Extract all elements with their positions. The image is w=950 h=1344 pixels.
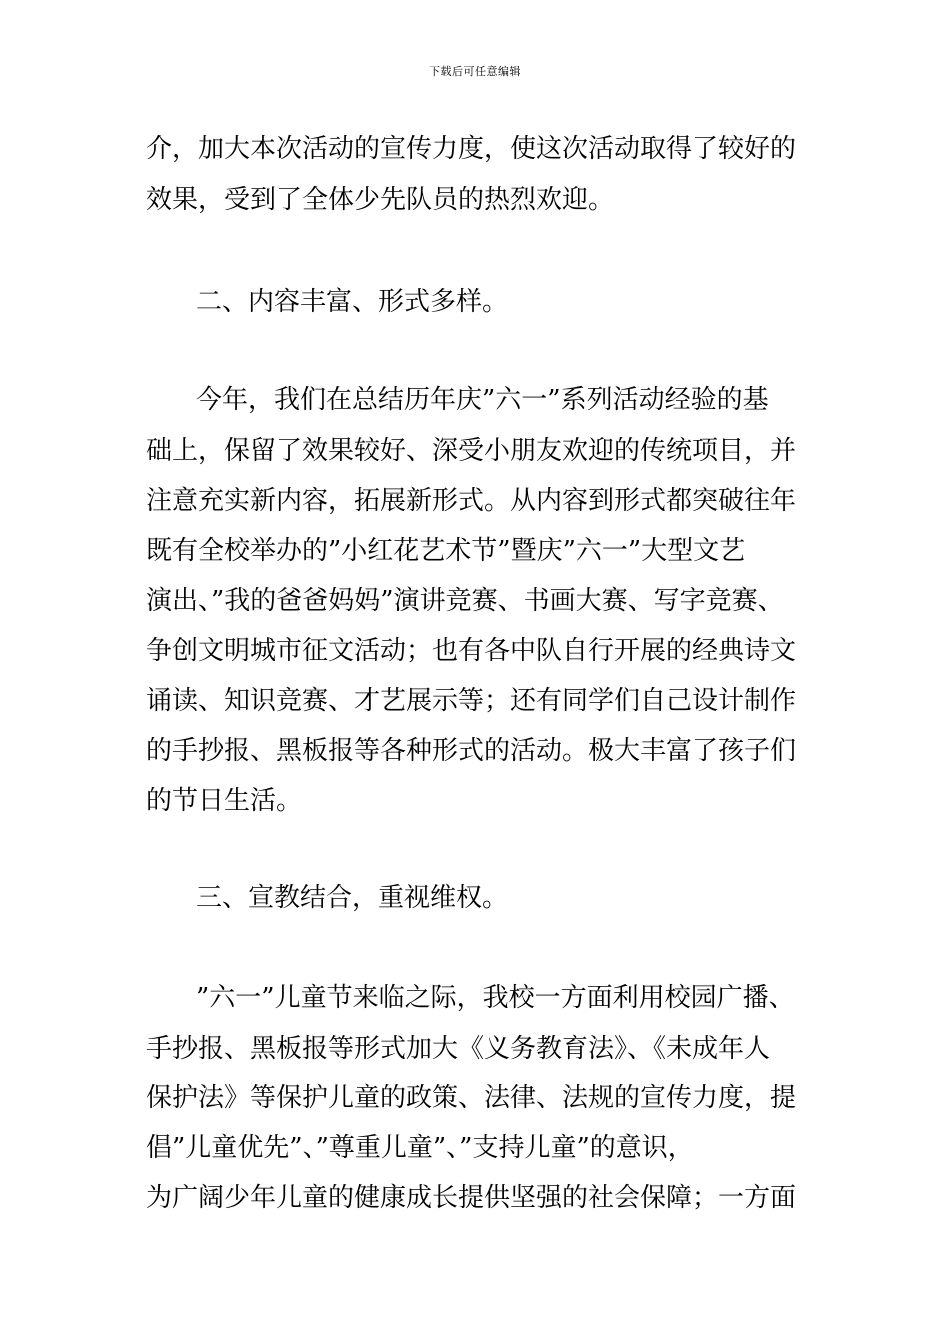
section-heading: 二、内容丰富、形式多样。 [196, 287, 509, 317]
section-heading: 三、宣教结合，重视维权。 [196, 883, 509, 913]
text-line: ”六一”儿童节来临之际，我校一方面利用校园广播、 [196, 983, 795, 1013]
text-line: 的节日生活。 [146, 786, 303, 816]
text-line: 既有全校举办的”小红花艺术节”暨庆”六一”大型文艺 [146, 536, 746, 566]
text-line: 诵读、知识竞赛、才艺展示等；还有同学们自己设计制作 [146, 686, 797, 716]
text-line: 今年，我们在总结历年庆”六一”系列活动经验的基 [196, 385, 769, 415]
text-line: 效果，受到了全体少先队员的热烈欢迎。 [146, 185, 615, 215]
text-line: 介，加大本次活动的宣传力度，使这次活动取得了较好的 [146, 134, 797, 164]
text-line: 演出、”我的爸爸妈妈”演讲竞赛、书画大赛、写字竞赛、 [146, 586, 784, 616]
text-line: 础上，保留了效果较好、深受小朋友欢迎的传统项目，并 [146, 436, 797, 466]
text-line: 为广阔少年儿童的健康成长提供坚强的社会保障；一方面 [146, 1183, 797, 1213]
text-line: 注意充实新内容，拓展新形式。从内容到形式都突破往年 [146, 486, 797, 516]
text-line: 争创文明城市征文活动；也有各中队自行开展的经典诗文 [146, 636, 797, 666]
text-line: 的手抄报、黑板报等各种形式的活动。极大丰富了孩子们 [146, 736, 797, 766]
text-line: 倡”儿童优先”、”尊重儿童”、”支持儿童”的意识， [146, 1133, 694, 1163]
text-line: 手抄报、黑板报等形式加大《义务教育法》、《未成年人 [146, 1034, 771, 1064]
page-header-note: 下载后可任意编辑 [429, 65, 521, 78]
text-line: 保护法》等保护儿童的政策、法律、法规的宣传力度，提 [146, 1083, 797, 1113]
